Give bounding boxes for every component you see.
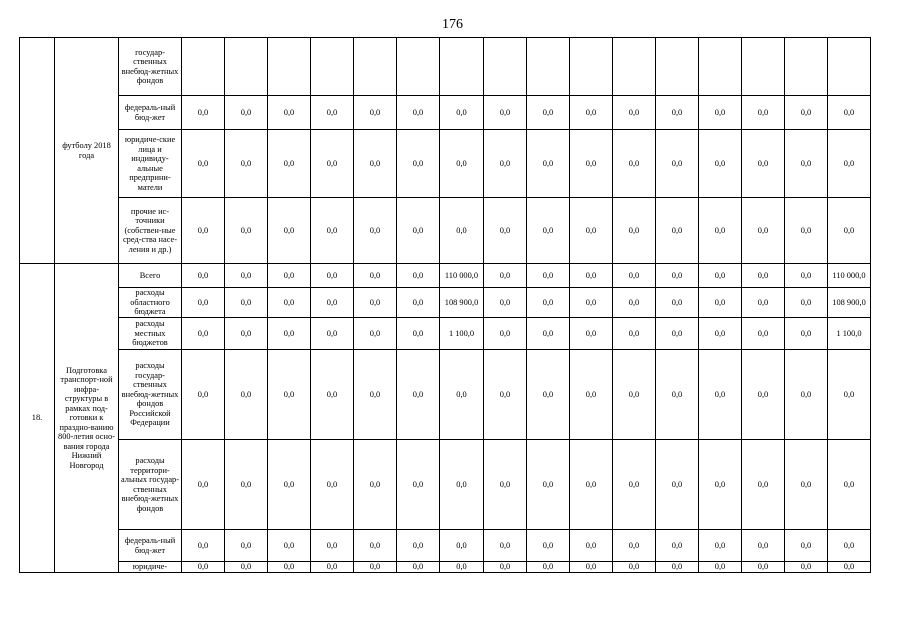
value-cell: 0,0 xyxy=(828,130,871,198)
value-cell: 0,0 xyxy=(484,530,527,562)
value-cell: 0,0 xyxy=(354,264,397,288)
value-cell: 0,0 xyxy=(397,562,440,573)
value-cell: 0,0 xyxy=(484,562,527,573)
value-cell: 0,0 xyxy=(613,288,656,318)
value-cell: 0,0 xyxy=(742,562,785,573)
value-cell: 0,0 xyxy=(570,530,613,562)
value-cell: 0,0 xyxy=(656,318,699,350)
value-cell: 0,0 xyxy=(182,288,225,318)
value-cell: 0,0 xyxy=(397,350,440,440)
value-cell xyxy=(397,38,440,96)
value-cell: 0,0 xyxy=(225,288,268,318)
funding-source: расходы областного бюджета xyxy=(119,288,182,318)
value-cell: 0,0 xyxy=(699,288,742,318)
row-number xyxy=(20,38,55,264)
value-cell: 0,0 xyxy=(656,264,699,288)
value-cell: 0,0 xyxy=(354,288,397,318)
value-cell: 0,0 xyxy=(613,318,656,350)
value-cell: 0,0 xyxy=(828,198,871,264)
value-cell: 0,0 xyxy=(268,198,311,264)
value-cell: 0,0 xyxy=(656,96,699,130)
value-cell: 0,0 xyxy=(742,130,785,198)
value-cell: 0,0 xyxy=(484,198,527,264)
table-row xyxy=(20,288,871,318)
value-cell xyxy=(527,38,570,96)
value-cell xyxy=(440,38,484,96)
value-cell: 0,0 xyxy=(742,350,785,440)
value-cell xyxy=(742,38,785,96)
funding-source: прочие ис-точники (собствен-ные сред-ства насе-ления и др.) xyxy=(119,198,182,264)
value-cell: 0,0 xyxy=(699,530,742,562)
value-cell: 0,0 xyxy=(354,318,397,350)
funding-source: государ-ственных внебюд-жетных фондов xyxy=(119,38,182,96)
value-cell: 0,0 xyxy=(785,562,828,573)
value-cell: 0,0 xyxy=(570,96,613,130)
value-cell: 0,0 xyxy=(828,96,871,130)
value-cell: 1 100,0 xyxy=(828,318,871,350)
value-cell: 0,0 xyxy=(225,530,268,562)
value-cell: 0,0 xyxy=(570,350,613,440)
value-cell: 0,0 xyxy=(311,318,354,350)
value-cell: 0,0 xyxy=(354,530,397,562)
value-cell: 0,0 xyxy=(182,318,225,350)
funding-source: федераль-ный бюд-жет xyxy=(119,530,182,562)
table-row xyxy=(20,318,871,350)
value-cell: 0,0 xyxy=(354,440,397,530)
value-cell: 0,0 xyxy=(527,96,570,130)
value-cell: 0,0 xyxy=(397,530,440,562)
value-cell: 0,0 xyxy=(484,318,527,350)
value-cell: 0,0 xyxy=(699,562,742,573)
value-cell: 110 000,0 xyxy=(440,264,484,288)
value-cell: 0,0 xyxy=(699,318,742,350)
value-cell: 0,0 xyxy=(397,198,440,264)
value-cell: 0,0 xyxy=(570,264,613,288)
value-cell: 0,0 xyxy=(785,130,828,198)
value-cell: 0,0 xyxy=(268,264,311,288)
value-cell xyxy=(785,38,828,96)
value-cell: 0,0 xyxy=(311,288,354,318)
value-cell: 0,0 xyxy=(440,440,484,530)
value-cell: 0,0 xyxy=(268,288,311,318)
value-cell: 110 000,0 xyxy=(828,264,871,288)
table-row xyxy=(20,264,871,288)
value-cell: 0,0 xyxy=(785,264,828,288)
value-cell: 0,0 xyxy=(311,264,354,288)
value-cell: 0,0 xyxy=(397,288,440,318)
value-cell: 0,0 xyxy=(225,96,268,130)
value-cell: 0,0 xyxy=(268,440,311,530)
value-cell: 0,0 xyxy=(699,198,742,264)
value-cell: 0,0 xyxy=(613,440,656,530)
value-cell: 0,0 xyxy=(570,562,613,573)
value-cell: 0,0 xyxy=(182,562,225,573)
value-cell: 0,0 xyxy=(656,350,699,440)
value-cell: 0,0 xyxy=(484,350,527,440)
value-cell: 0,0 xyxy=(742,264,785,288)
value-cell: 0,0 xyxy=(656,440,699,530)
value-cell: 0,0 xyxy=(785,198,828,264)
value-cell: 0,0 xyxy=(225,130,268,198)
value-cell: 0,0 xyxy=(527,130,570,198)
value-cell: 0,0 xyxy=(527,562,570,573)
value-cell: 0,0 xyxy=(268,96,311,130)
value-cell: 0,0 xyxy=(268,318,311,350)
value-cell: 0,0 xyxy=(742,318,785,350)
value-cell xyxy=(225,38,268,96)
table-row xyxy=(20,38,871,96)
value-cell: 0,0 xyxy=(570,198,613,264)
value-cell: 0,0 xyxy=(570,288,613,318)
value-cell: 0,0 xyxy=(527,530,570,562)
value-cell: 0,0 xyxy=(699,440,742,530)
value-cell: 0,0 xyxy=(440,198,484,264)
value-cell: 0,0 xyxy=(225,264,268,288)
value-cell: 0,0 xyxy=(268,350,311,440)
value-cell: 0,0 xyxy=(440,96,484,130)
value-cell: 0,0 xyxy=(440,562,484,573)
value-cell: 0,0 xyxy=(613,198,656,264)
row-number: 18. xyxy=(20,264,55,573)
value-cell: 0,0 xyxy=(311,562,354,573)
value-cell: 0,0 xyxy=(311,530,354,562)
value-cell: 0,0 xyxy=(397,264,440,288)
program-title: футболу 2018 года xyxy=(55,38,119,264)
value-cell: 0,0 xyxy=(828,440,871,530)
funding-source: расходы государ-ственных внебюд-жетных фондов Российской Федерации xyxy=(119,350,182,440)
value-cell: 0,0 xyxy=(656,130,699,198)
value-cell: 0,0 xyxy=(484,96,527,130)
value-cell: 0,0 xyxy=(785,318,828,350)
value-cell: 0,0 xyxy=(742,198,785,264)
value-cell: 0,0 xyxy=(354,350,397,440)
value-cell: 0,0 xyxy=(742,440,785,530)
value-cell: 0,0 xyxy=(440,350,484,440)
value-cell: 0,0 xyxy=(570,130,613,198)
page-number: 176 xyxy=(442,17,463,32)
funding-source: расходы местных бюджетов xyxy=(119,318,182,350)
value-cell: 0,0 xyxy=(484,288,527,318)
value-cell: 0,0 xyxy=(527,350,570,440)
program-title: Подготовка транспорт-ной инфра-структуры в рамках под-готовки к праздно-ванию 800-летия осно-вания города Нижний Новгород xyxy=(55,264,119,573)
value-cell: 0,0 xyxy=(440,530,484,562)
table-row xyxy=(20,350,871,440)
value-cell: 0,0 xyxy=(484,440,527,530)
value-cell: 0,0 xyxy=(742,288,785,318)
value-cell: 0,0 xyxy=(742,530,785,562)
value-cell: 0,0 xyxy=(570,440,613,530)
value-cell: 0,0 xyxy=(828,530,871,562)
value-cell xyxy=(699,38,742,96)
value-cell: 0,0 xyxy=(225,198,268,264)
value-cell: 0,0 xyxy=(699,96,742,130)
value-cell: 0,0 xyxy=(656,198,699,264)
value-cell: 0,0 xyxy=(354,130,397,198)
value-cell xyxy=(828,38,871,96)
funding-source: расходы территори-альных государ-ственных внебюд-жетных фондов xyxy=(119,440,182,530)
value-cell: 108 900,0 xyxy=(440,288,484,318)
value-cell: 0,0 xyxy=(182,530,225,562)
value-cell: 0,0 xyxy=(527,440,570,530)
value-cell: 0,0 xyxy=(354,562,397,573)
value-cell: 0,0 xyxy=(268,530,311,562)
budget-table xyxy=(19,37,871,573)
value-cell: 0,0 xyxy=(440,130,484,198)
value-cell: 0,0 xyxy=(268,130,311,198)
value-cell: 0,0 xyxy=(613,264,656,288)
value-cell: 0,0 xyxy=(397,96,440,130)
funding-source: юридиче- xyxy=(119,562,182,573)
value-cell: 0,0 xyxy=(354,198,397,264)
value-cell: 0,0 xyxy=(311,130,354,198)
value-cell: 0,0 xyxy=(397,318,440,350)
value-cell: 0,0 xyxy=(225,318,268,350)
funding-source: Всего xyxy=(119,264,182,288)
value-cell xyxy=(613,38,656,96)
value-cell: 0,0 xyxy=(182,350,225,440)
value-cell xyxy=(354,38,397,96)
value-cell: 0,0 xyxy=(613,96,656,130)
value-cell: 0,0 xyxy=(225,440,268,530)
value-cell: 0,0 xyxy=(484,264,527,288)
table-row xyxy=(20,530,871,562)
value-cell: 0,0 xyxy=(742,96,785,130)
table-row xyxy=(20,96,871,130)
value-cell: 0,0 xyxy=(225,350,268,440)
value-cell: 0,0 xyxy=(527,264,570,288)
value-cell: 0,0 xyxy=(527,288,570,318)
value-cell: 0,0 xyxy=(527,318,570,350)
value-cell: 1 100,0 xyxy=(440,318,484,350)
value-cell: 0,0 xyxy=(527,198,570,264)
value-cell: 0,0 xyxy=(570,318,613,350)
value-cell: 0,0 xyxy=(397,130,440,198)
value-cell: 0,0 xyxy=(311,440,354,530)
value-cell: 0,0 xyxy=(397,440,440,530)
value-cell: 0,0 xyxy=(182,264,225,288)
value-cell: 0,0 xyxy=(613,130,656,198)
value-cell: 0,0 xyxy=(311,96,354,130)
value-cell: 0,0 xyxy=(182,440,225,530)
value-cell xyxy=(656,38,699,96)
value-cell: 0,0 xyxy=(484,130,527,198)
value-cell: 0,0 xyxy=(613,350,656,440)
value-cell: 0,0 xyxy=(656,562,699,573)
value-cell: 0,0 xyxy=(182,198,225,264)
value-cell: 0,0 xyxy=(656,530,699,562)
value-cell xyxy=(268,38,311,96)
value-cell xyxy=(484,38,527,96)
value-cell xyxy=(311,38,354,96)
table-row xyxy=(20,440,871,530)
value-cell: 0,0 xyxy=(656,288,699,318)
value-cell: 0,0 xyxy=(785,530,828,562)
funding-source: юридиче-ские лица и индивиду-альные предприни-матели xyxy=(119,130,182,198)
value-cell xyxy=(570,38,613,96)
table-row xyxy=(20,198,871,264)
value-cell: 0,0 xyxy=(225,562,268,573)
value-cell: 0,0 xyxy=(182,96,225,130)
table-row xyxy=(20,562,871,573)
value-cell: 0,0 xyxy=(311,350,354,440)
value-cell: 0,0 xyxy=(699,350,742,440)
value-cell: 0,0 xyxy=(354,96,397,130)
value-cell: 0,0 xyxy=(785,440,828,530)
funding-source: федераль-ный бюд-жет xyxy=(119,96,182,130)
value-cell: 0,0 xyxy=(785,96,828,130)
value-cell: 0,0 xyxy=(268,562,311,573)
table-row xyxy=(20,130,871,198)
value-cell: 0,0 xyxy=(311,198,354,264)
value-cell: 0,0 xyxy=(182,130,225,198)
value-cell: 0,0 xyxy=(828,350,871,440)
value-cell: 0,0 xyxy=(613,530,656,562)
value-cell: 0,0 xyxy=(613,562,656,573)
value-cell: 0,0 xyxy=(699,264,742,288)
value-cell: 0,0 xyxy=(785,288,828,318)
value-cell: 108 900,0 xyxy=(828,288,871,318)
value-cell: 0,0 xyxy=(828,562,871,573)
value-cell: 0,0 xyxy=(699,130,742,198)
value-cell: 0,0 xyxy=(785,350,828,440)
value-cell xyxy=(182,38,225,96)
